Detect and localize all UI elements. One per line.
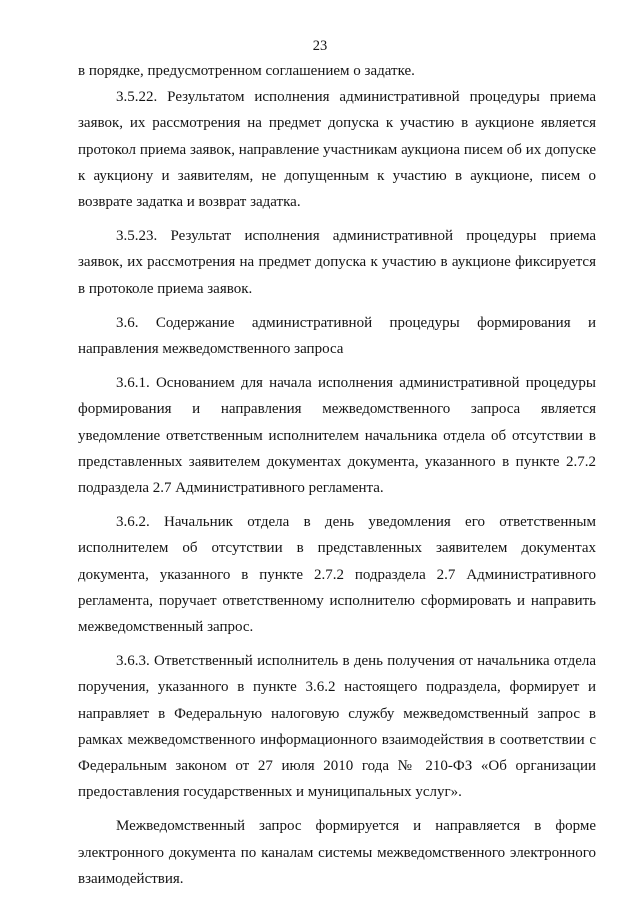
section-3-6-heading: 3.6. Содержание административной процедуры формирования и направления межведомственного запроса: [78, 314, 596, 358]
paragraph-3-6-2: 3.6.2. Начальник отдела в день уведомления его ответственным исполнителем об отсутствии в представленных заявителем документах документа, указанного в пункте 2.7.2 подраздела 2.7 Административного регламента, поручает ответственному исполнителю сформировать и направить межведомственный запрос.: [78, 514, 596, 636]
paragraph-continuation: в порядке, предусмотренном соглашением о задатке.: [78, 63, 415, 79]
paragraph-3-6-3: 3.6.3. Ответственный исполнитель в день получения от начальника отдела поручения, указанного в пункте 3.6.2 настоящего подраздела, формирует и направляет в Федеральную налоговую службу межведомственный запрос в рамках межведомственного информационного взаимодействия в соответствии с Федеральным законом от 27 июля 2010 года № 210-ФЗ «Об организации предоставления государственных и муниципальных услуг».: [78, 653, 596, 801]
paragraph-3-5-22: 3.5.22. Результатом исполнения административной процедуры приема заявок, их рассмотрения на предмет допуска к участию в аукционе является протокол приема заявок, направление участникам аукциона писем об их допуске к аукциону и заявителям, не допущенным к участию в аукционе, писем о возврате задатка и возврат задатка.: [78, 89, 596, 211]
paragraph-interagency-request-form: Межведомственный запрос формируется и направляется в форме электронного документа по каналам системы межведомственного электронного взаимодействия.: [78, 818, 596, 887]
paragraph-3-5-23: 3.5.23. Результат исполнения административной процедуры приема заявок, их рассмотрения на предмет допуска к участию в аукционе фиксируется в протоколе приема заявок.: [78, 228, 596, 297]
document-body: [78, 58, 596, 892]
paragraph-3-6-1: 3.6.1. Основанием для начала исполнения административной процедуры формирования и направления межведомственного запроса является уведомление ответственным исполнителем начальника отдела об отсутствии в представленных заявителем документах документа, указанного в пункте 2.7.2 подраздела 2.7 Административного регламента.: [78, 375, 596, 497]
page-number: 23: [312, 38, 328, 54]
